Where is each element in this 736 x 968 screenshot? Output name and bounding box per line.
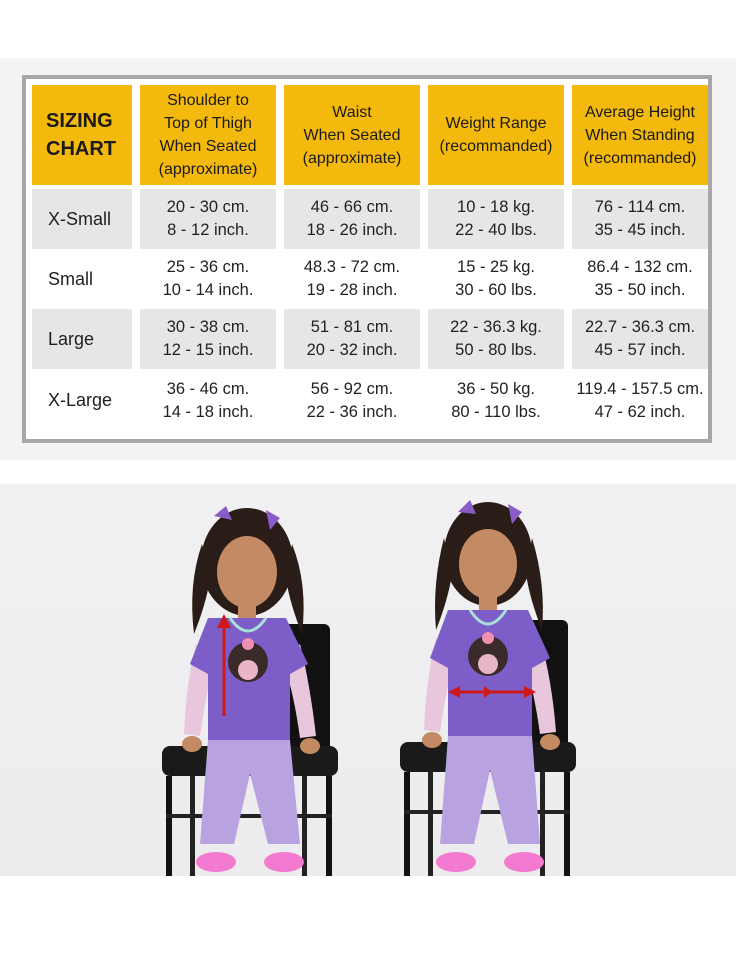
pants xyxy=(200,740,300,844)
table-cell: 22.7 - 36.3 cm. 45 - 57 inch. xyxy=(572,309,708,369)
table-cell: 46 - 66 cm. 18 - 26 inch. xyxy=(284,189,420,249)
size-label-x-large: X-Large xyxy=(32,369,132,432)
measurement-photos xyxy=(0,484,736,876)
table-cell: 86.4 - 132 cm. 35 - 50 inch. xyxy=(572,249,708,309)
column-header-shoulder-to-thigh: Shoulder to Top of Thigh When Seated (approximate) xyxy=(140,85,276,185)
column-header-weight-range: Weight Range (recommanded) xyxy=(428,85,564,185)
sizing-chart xyxy=(22,75,712,443)
table-cell: 25 - 36 cm. 10 - 14 inch. xyxy=(140,249,276,309)
size-label-x-small: X-Small xyxy=(32,189,132,249)
table-cell: 15 - 25 kg. 30 - 60 lbs. xyxy=(428,249,564,309)
table-cell: 30 - 38 cm. 12 - 15 inch. xyxy=(140,309,276,369)
column-header-waist: Waist When Seated (approximate) xyxy=(284,85,420,185)
table-cell: 48.3 - 72 cm. 19 - 28 inch. xyxy=(284,249,420,309)
table-cell: 119.4 - 157.5 cm. 47 - 62 inch. xyxy=(572,369,708,432)
table-cell: 20 - 30 cm. 8 - 12 inch. xyxy=(140,189,276,249)
sizing-table xyxy=(32,85,708,432)
column-header-average-height: Average Height When Standing (recommanded) xyxy=(572,85,708,185)
pants xyxy=(440,736,540,844)
table-cell: 36 - 46 cm. 14 - 18 inch. xyxy=(140,369,276,432)
table-cell: 76 - 114 cm. 35 - 45 inch. xyxy=(572,189,708,249)
table-cell: 22 - 36.3 kg. 50 - 80 lbs. xyxy=(428,309,564,369)
face xyxy=(217,536,277,608)
child-seated-waist-measure-photo xyxy=(388,484,688,876)
table-cell: 36 - 50 kg. 80 - 110 lbs. xyxy=(428,369,564,432)
size-label-small: Small xyxy=(32,249,132,309)
face xyxy=(459,529,517,599)
table-cell: 51 - 81 cm. 20 - 32 inch. xyxy=(284,309,420,369)
table-cell: 56 - 92 cm. 22 - 36 inch. xyxy=(284,369,420,432)
size-label-large: Large xyxy=(32,309,132,369)
chart-title: SIZING CHART xyxy=(32,85,132,185)
table-cell: 10 - 18 kg. 22 - 40 lbs. xyxy=(428,189,564,249)
